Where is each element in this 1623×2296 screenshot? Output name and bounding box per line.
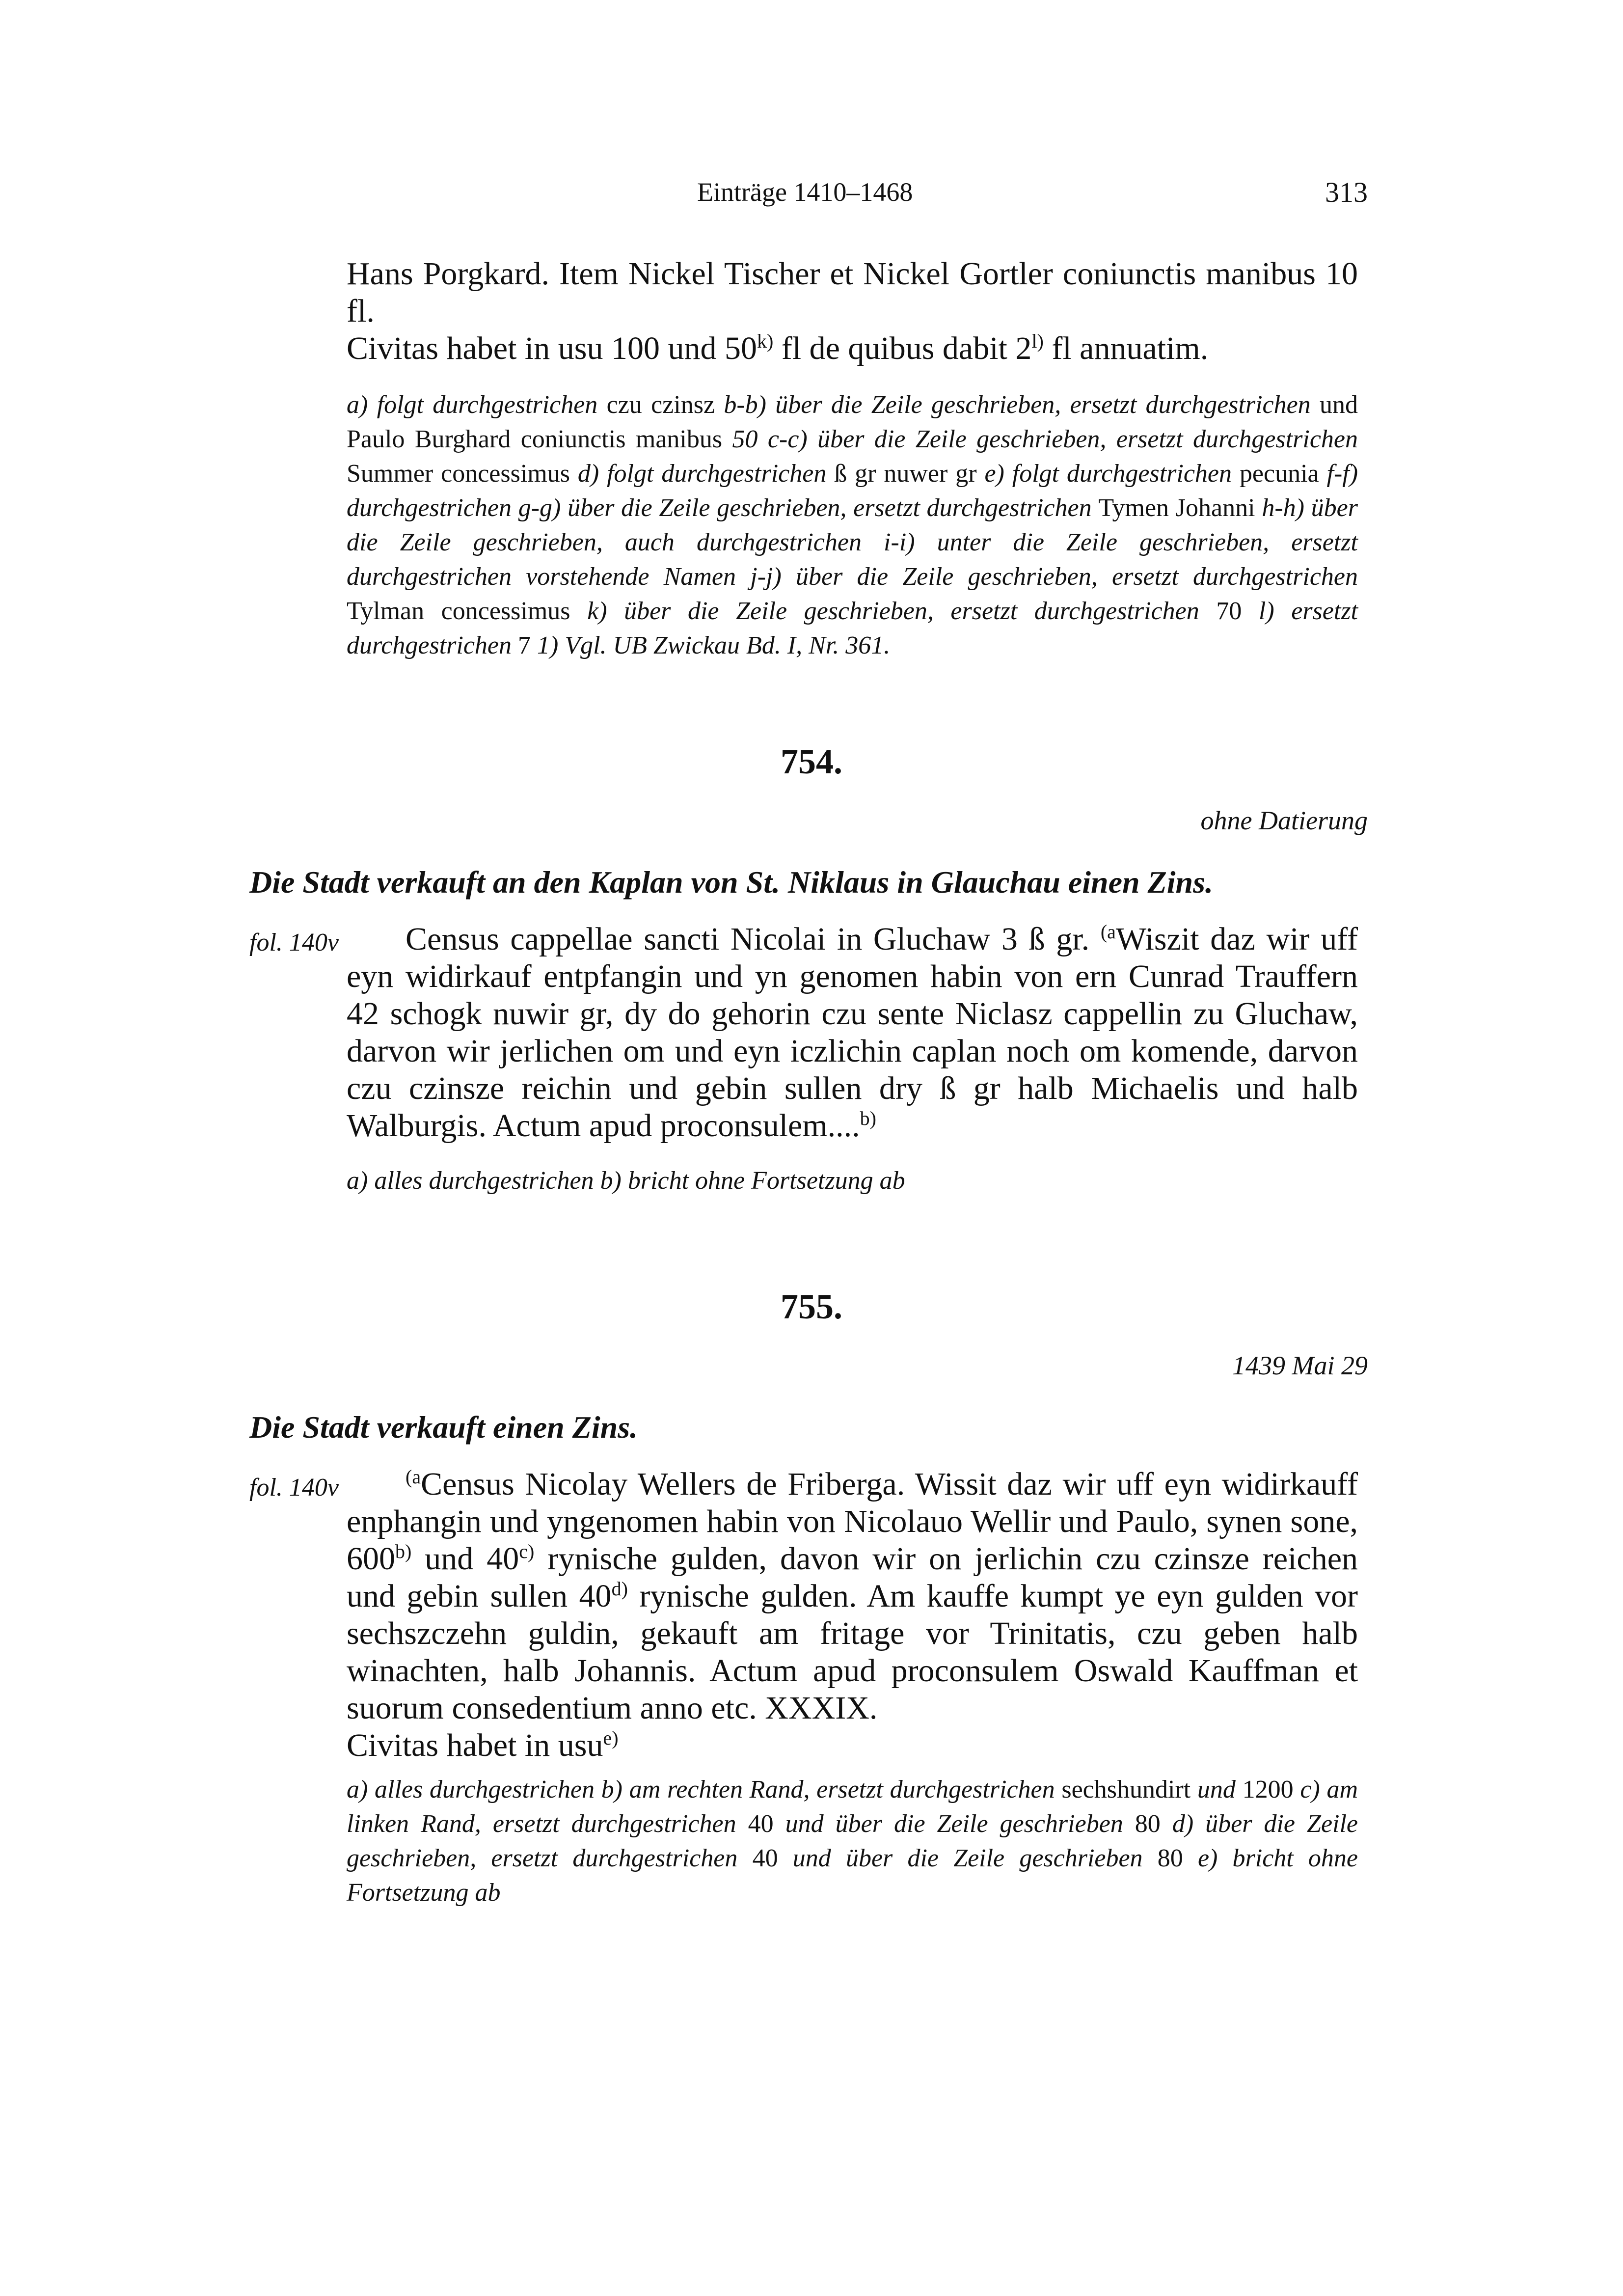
footnote-quoted-text: ß gr nuwer gr xyxy=(834,460,985,488)
text-line: Hans Porgkard. Item Nickel Tischer et Nickel Gortler coniunctis manibus 10 fl. xyxy=(347,256,1358,329)
entry-754-text: Census cappellae sancti Nicolai in Gluchaw 3 ß gr. $^{(a}$Wiszit daz wir uff eyn widirkauf entpfangin und yn genomen habin von ern Cunrad Trauffern 42 schogk nuwir gr, dy do gehorin czu sente Niclasz cappellin zu Gluchaw, darvon wir jerlichen om und eyn iczlichin caplan noch om komende, darvon czu czinsze reichin und gebin sullen dry ß gr halb Michaelis und halb Walburgis. Actum apud proconsulem....$^{b)}$ xyxy=(347,921,1358,1144)
continued-text xyxy=(347,255,1358,367)
footnote-italic-segment: und über die Zeile geschrieben xyxy=(792,1844,1158,1872)
footnote-quoted-text: 80 xyxy=(1135,1810,1172,1838)
footnote-italic-segment: f-f) durchgestrichen g-g) über die Zeile geschrieben, ersetzt durchgestrichen xyxy=(347,460,1358,522)
footnote-italic-segment: e) bricht ohne Fortsetzung ab xyxy=(347,1844,1358,1907)
footnote-italic-segment: d) folgt durchgestrichen xyxy=(577,460,835,488)
footnote-quoted-text: Tymen Johanni xyxy=(1098,494,1262,522)
footnotes-previous-entry xyxy=(347,388,1358,663)
page-number: 313 xyxy=(1325,176,1368,208)
entry-754-folio: fol. 140v xyxy=(249,929,339,957)
footnote-italic-segment: c) am linken Rand, ersetzt durchgestrichen xyxy=(347,1776,1358,1838)
footnote-quoted-text: 70 xyxy=(1216,597,1259,625)
footnote-quoted-text: sechshundirt xyxy=(1061,1776,1197,1804)
footnote-quoted-text: 80 xyxy=(1157,1844,1198,1872)
footnote-italic-segment: k) über die Zeile geschrieben, ersetzt durchgestrichen xyxy=(587,597,1217,625)
footnote-italic-segment: b-b) über die Zeile geschrieben, ersetzt durchgestrichen xyxy=(724,391,1320,419)
entry-number-754: 754. xyxy=(781,742,842,781)
entry-755-footnotes xyxy=(347,1773,1358,1910)
footnote-italic-segment: a) folgt durchgestrichen xyxy=(347,391,607,419)
footnote-quoted-text: pecunia xyxy=(1239,460,1327,488)
text-line: Civitas habet in usu 100 und 50$^{k)}$ fl de quibus dabit 2$^{l)}$ fl annuatim. xyxy=(347,330,1209,366)
footnote-italic-segment: l) ersetzt durchgestrichen xyxy=(347,597,1358,659)
entry-754-dating: ohne Datierung xyxy=(1200,806,1368,835)
entry-755-dating: 1439 Mai 29 xyxy=(1232,1351,1368,1380)
footnote-italic-segment: 1) Vgl. UB Zwickau Bd. I, Nr. 361. xyxy=(537,631,891,659)
footnote-italic-segment: und xyxy=(1197,1776,1243,1804)
footnote-italic-segment: 50 c-c) über die Zeile geschrieben, ersetzt durchgestrichen xyxy=(732,425,1358,453)
footnote-quoted-text: 40 xyxy=(752,1844,793,1872)
entry-755-text: $^{(a}$Census Nicolay Wellers de Friberga. Wissit daz wir uff eyn widirkauff enphangin und yngenomen habin von Nicolauo Wellir und Paulo, synen sone, 600$^{b)}$ und 40$^{c)}$ rynische gulden, davon wir on jerlichin czu czinsze reichen und gebin sullen 40$^{d)}$ rynische gulden. Am kauffe kumpt ye eyn gulden vor sechszczehn guldin, gekauft am fritage vor Trinitatis, czu geben halb winachten, halb Johannis. Actum apud proconsulem Oswald Kauffman et suorum consedentium anno etc. XXXIX. Civitas habet in usu$^{e)}$ xyxy=(347,1466,1358,1763)
footnote-quoted-text: 40 xyxy=(748,1810,785,1838)
footnote-italic-segment: e) folgt durchgestrichen xyxy=(984,460,1240,488)
footnote-italic-segment: d) über die Zeile geschrieben, ersetzt durchgestrichen xyxy=(347,1810,1358,1872)
footnote-quoted-text: und Paulo Burghard coniunctis manibus xyxy=(347,391,1358,453)
entry-number-755: 755. xyxy=(781,1287,842,1326)
entry-755-regest: Die Stadt verkauft einen Zins. xyxy=(249,1410,638,1445)
entry-755-folio: fol. 140v xyxy=(249,1474,339,1502)
running-title: Einträge 1410–1468 xyxy=(697,177,913,207)
footnote-italic-segment: h-h) über die Zeile geschrieben, auch durchgestrichen i-i) unter die Zeile geschrieben, ersetzt durchgestrichen vorstehende Namen j-j) über die Zeile geschrieben, ersetzt durchgestrichen xyxy=(347,494,1358,591)
footnote-quoted-text: 7 xyxy=(518,631,537,659)
footnote-italic-segment: und über die Zeile geschrieben xyxy=(785,1810,1135,1838)
entry-754-footnotes: a) alles durchgestrichen b) bricht ohne Fortsetzung ab xyxy=(347,1167,905,1195)
footnote-italic-segment: a) alles durchgestrichen b) am rechten Rand, ersetzt durchgestrichen xyxy=(347,1776,1062,1804)
footnote-quoted-text: Tylman concessimus xyxy=(347,597,588,625)
footnote-quoted-text: czu czinsz xyxy=(606,391,724,419)
footnote-quoted-text: 1200 xyxy=(1242,1776,1300,1804)
entry-754-regest: Die Stadt verkauft an den Kaplan von St. Niklaus in Glauchau einen Zins. xyxy=(249,865,1213,900)
footnote-quoted-text: Summer concessimus xyxy=(347,460,578,488)
